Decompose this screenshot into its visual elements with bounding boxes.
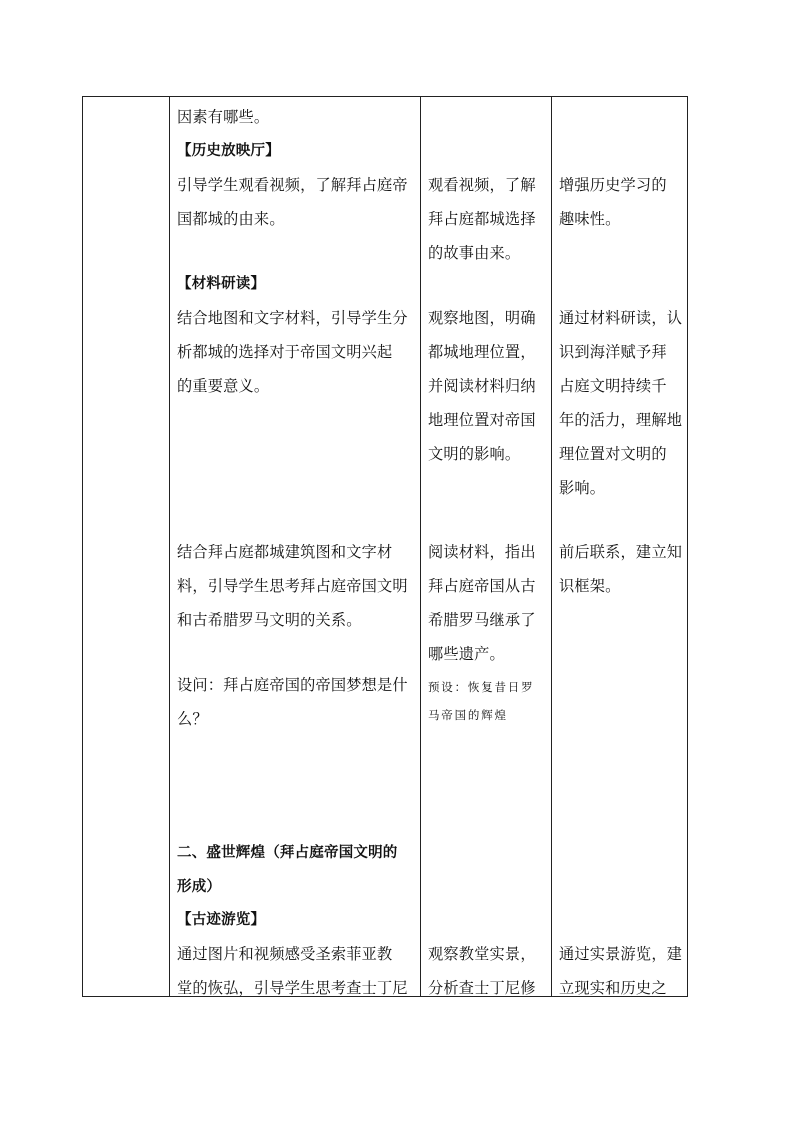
watch-video-text: 观看视频，了解 拜占庭都城选择 的故事由来。 (428, 176, 536, 262)
student-activity-column (421, 97, 551, 996)
film-guide-text: 引导学生观看视频，了解拜占庭帝 国都城的由来。 (177, 176, 408, 228)
material-purpose-text: 通过材料研读，认 识到海洋赋予拜 占庭文明持续千 年的活力，理解地 理位置对文明的 影响。 (559, 309, 683, 497)
heading-material-study: 【材料研读】 (177, 276, 266, 292)
interest-text: 增强历史学习的 趣味性。 (559, 176, 667, 228)
preset-answer-text: 预设：恢复昔日罗 马帝国的辉煌 (428, 680, 535, 722)
heading-history-film: 【历史放映厅】 (177, 143, 280, 159)
read-material-text: 阅读材料，指出 拜占庭帝国从古 希腊罗马继承了 哪些遗产。 (428, 543, 536, 663)
question-text: 设问：拜占庭帝国的帝国梦想是什 么？ (177, 676, 408, 728)
architecture-guide-text: 结合拜占庭都城建筑图和文字材 料，引导学生思考拜占庭帝国文明 和古希腊罗马文明的关系。 (177, 543, 408, 629)
tour-guide-text: 通过图片和视频感受圣索菲亚教 堂的恢弘，引导学生思考查士丁尼 (177, 945, 408, 997)
observe-map-text: 观察地图，明确 都城地理位置， 并阅读材料归纳 地理位置对帝国 文明的影响。 (428, 309, 536, 463)
teacher-activity-column (170, 97, 421, 996)
lesson-plan-table (82, 96, 688, 997)
material-guide-text: 结合地图和文字材料，引导学生分 析都城的选择对于帝国文明兴起 的重要意义。 (177, 309, 408, 395)
design-intent-column (552, 97, 688, 996)
stage-column (83, 97, 169, 996)
section-heading: 二、盛世辉煌（拜占庭帝国文明的 形成） (177, 845, 398, 895)
tour-purpose-text: 通过实景游览，建 立现实和历史之 (559, 945, 683, 997)
knowledge-link-text: 前后联系，建立知 识框架。 (559, 543, 683, 595)
observe-church-text: 观察教堂实景， 分析查士丁尼修 (428, 945, 536, 997)
intro-tail-text: 因素有哪些。 (177, 108, 270, 126)
heading-heritage-tour: 【古迹游览】 (177, 912, 266, 928)
